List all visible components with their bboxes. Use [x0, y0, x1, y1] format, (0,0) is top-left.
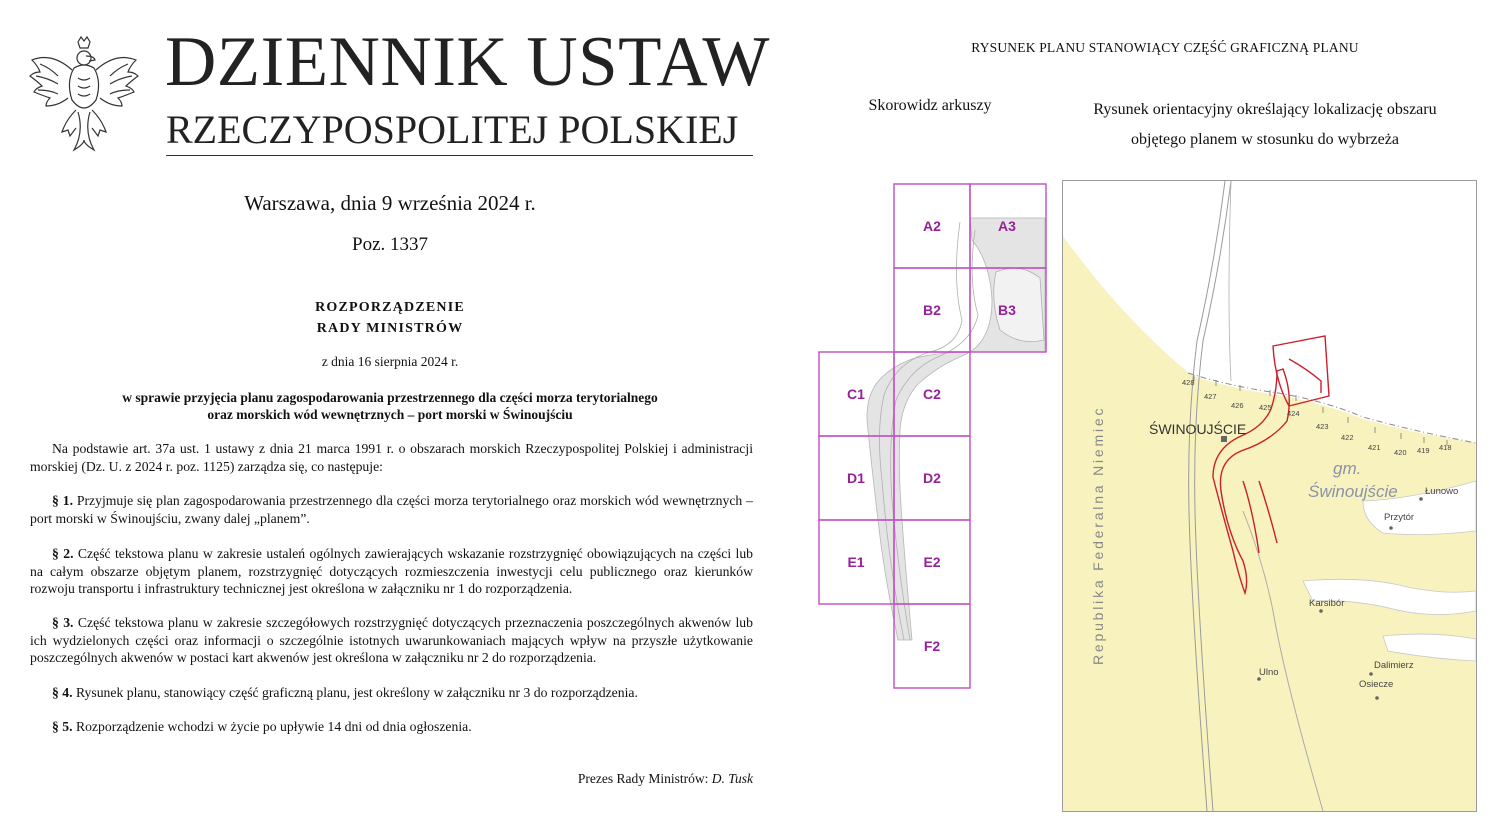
sheet-label: F2 [923, 638, 941, 654]
km-marker: 428 [1182, 378, 1195, 387]
section-text: Przyjmuje się plan zagospodarowania przestrzennego dla części morza terytorialnego oraz morskich wód wewnętrznych – port morski w Świnoujściu, zwany dalej „planem”. [30, 493, 754, 526]
sheet-label: B3 [998, 302, 1016, 318]
location-map-title [1062, 95, 1468, 155]
commune-label-line1: gm. [1333, 459, 1362, 478]
act-date: z dnia 16 sierpnia 2024 r. [321, 354, 459, 369]
masthead-subtitle: RZECZYPOSPOLITEJ POLSKIEJ [166, 107, 739, 152]
section-number: § 5. [52, 719, 73, 734]
section-text: Rozporządzenie wchodzi w życie po upływie 14 dni od dnia ogłoszenia. [75, 719, 472, 734]
sheet-label: B2 [923, 302, 941, 318]
sheet-label: C1 [847, 386, 865, 402]
section-number: § 4. [52, 685, 73, 700]
km-marker: 422 [1341, 433, 1354, 442]
village-label: Łunowo [1425, 486, 1459, 497]
km-marker: 427 [1204, 392, 1217, 401]
sheet-label: A2 [923, 218, 941, 234]
sheet-label: D2 [923, 470, 941, 486]
sheet-label: C2 [923, 386, 941, 402]
country-label: Republika Federalna Niemiec [1090, 405, 1106, 665]
masthead-rule [166, 155, 753, 156]
act-type-line1: ROZPORZĄDZENIE [315, 300, 465, 315]
location-map-drawing [1063, 181, 1476, 811]
road [1229, 181, 1231, 381]
preamble-text: Na podstawie art. 37a ust. 1 ustawy z dnia 21 marca 1991 r. o obszarach morskich Rzeczypospolitej Polskiej i administracji morskiej (Dz. U. z 2024 r. poz. 1125) zarządza się, co następuje: [30, 441, 753, 474]
section-2 [30, 545, 753, 598]
section-text: Część tekstowa planu w zakresie ustaleń ogólnych zawierających wskazanie rozstrzygnięć obowiązujących na części lub na całym obszarze objętym planem, rozstrzygnięć dotyczących rozmieszczenia inwestycji celu publicznego oraz kierunków rozwoju transportu i infrastruktury technicznej jest określona w załączniku nr 1 do rozporządzenia. [30, 546, 754, 597]
sheet-label: D1 [847, 470, 865, 486]
section-3 [30, 614, 753, 667]
km-marker: 420 [1394, 448, 1407, 457]
plan-heading: RYSUNEK PLANU STANOWIĄCY CZĘŚĆ GRAFICZNĄ PLANU [971, 40, 1359, 55]
km-marker: 423 [1316, 422, 1329, 431]
sheet-index-title: Skorowidz arkuszy [868, 97, 992, 114]
sheet-label: E2 [923, 554, 941, 570]
village-label: Karsibór [1309, 598, 1345, 609]
km-marker: 419 [1417, 446, 1430, 455]
section-number: § 1. [52, 493, 73, 508]
km-marker: 426 [1231, 401, 1244, 410]
section-text: Rysunek planu, stanowiący część graficzną planu, jest określony w załączniku nr 3 do rozporządzenia. [75, 685, 638, 700]
sheet-label: A3 [998, 218, 1016, 234]
village-label: Przytór [1384, 512, 1415, 523]
sheet-label: E1 [847, 554, 865, 570]
signature-role: Prezes Rady Ministrów: [577, 771, 709, 786]
village-label: Osiecze [1359, 679, 1394, 690]
location-title-line2: objętego planem w stosunku do wybrzeża [1131, 131, 1399, 148]
act-title [80, 389, 700, 423]
publication-date: Warszawa, dnia 9 września 2024 r. [244, 191, 536, 215]
signature-name: D. Tusk [711, 771, 753, 786]
village-label: Ulno [1259, 667, 1279, 678]
masthead-title: DZIENNIK USTAW [165, 23, 770, 101]
sheet-index-map [810, 175, 1060, 695]
preamble-paragraph [30, 440, 753, 475]
commune-label-line2: Świnoujście [1308, 482, 1398, 501]
km-marker: 425 [1259, 403, 1272, 412]
section-number: § 3. [52, 615, 74, 630]
km-marker: 418 [1439, 443, 1452, 452]
section-text: Część tekstowa planu w zakresie szczegółowych rozstrzygnięć dotyczących przeznaczenia poszczególnych akwenów lub ich wydzielonych części oraz informacji o szczególnie istotnych uwarunkowaniach mających wpływ na przyszłe użytkowanie poszczególnych akwenów w postaci kart akwenów jest określona w załączniku nr 2 do rozporządzenia. [30, 615, 753, 666]
location-title-line1: Rysunek orientacyjny określający lokalizację obszaru [1093, 101, 1437, 118]
section-number: § 2. [52, 546, 74, 561]
km-marker: 421 [1368, 443, 1381, 452]
signature [400, 771, 753, 787]
act-type-line2: RADY MINISTRÓW [316, 321, 464, 336]
km-marker: 424 [1287, 409, 1300, 418]
publication-position: Poz. 1337 [352, 234, 428, 255]
section-5 [30, 718, 753, 736]
act-title-line2: oraz morskich wód wewnętrznych – port morski w Świnoujściu [207, 407, 573, 422]
act-title-line1: w sprawie przyjęcia planu zagospodarowania przestrzennego dla części morza terytorialnego [122, 390, 658, 405]
act-type [180, 297, 600, 339]
city-label: ŚWINOUJŚCIE [1149, 421, 1247, 437]
section-4 [30, 684, 753, 702]
section-1 [30, 492, 753, 527]
location-map [1062, 180, 1477, 812]
polish-eagle-emblem [28, 34, 140, 156]
village-label: Dalimierz [1374, 660, 1414, 671]
